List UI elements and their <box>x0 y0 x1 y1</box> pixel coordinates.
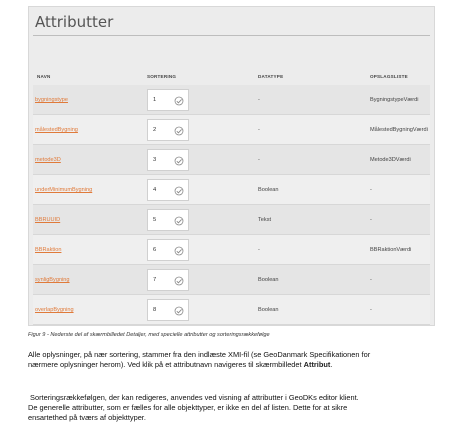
table-row <box>33 235 430 265</box>
sort-order-input[interactable] <box>147 209 189 231</box>
paragraph-sort-info <box>28 393 448 423</box>
table-row <box>33 205 430 235</box>
sort-order-value: 3 <box>153 157 157 163</box>
paragraph-text: nærmere oplysninger herom). Ved klik på et attributnavn navigeres til skærmbilledet <box>28 360 304 369</box>
attribute-name-link[interactable]: målestedBygning <box>35 127 78 133</box>
attribute-name-link[interactable]: BBRUUID <box>35 217 61 223</box>
lookup-value: - <box>370 277 372 283</box>
lookup-value: - <box>370 307 372 313</box>
paragraph-line: De generelle attributter, som er fælles for alle objekttyper, er ikke en del af listen. Dette for at sikre <box>28 403 348 412</box>
sort-order-input[interactable] <box>147 179 189 201</box>
sort-order-value: 6 <box>153 247 157 253</box>
datatype-value: Boolean <box>258 187 279 193</box>
title-divider <box>33 35 430 36</box>
attributes-panel <box>28 6 435 326</box>
sort-order-input[interactable] <box>147 239 189 261</box>
datatype-value: - <box>258 157 260 163</box>
check-circle-icon[interactable] <box>174 276 184 286</box>
paragraph-line: ensartethed på tværs af objekttyper. <box>28 413 146 422</box>
sort-order-input[interactable] <box>147 119 189 141</box>
attribute-name-link[interactable]: underMinimumBygning <box>35 187 93 193</box>
paragraph-source-info <box>28 350 448 370</box>
table-row <box>33 265 430 295</box>
sort-order-input[interactable] <box>147 149 189 171</box>
paragraph-line <box>28 360 448 370</box>
sort-order-value: 5 <box>153 217 157 223</box>
table-header <box>29 71 434 83</box>
table-row <box>33 295 430 325</box>
attribute-name-link[interactable]: BBRaktion <box>35 247 62 253</box>
datatype-value: - <box>258 97 260 103</box>
lookup-value: - <box>370 187 372 193</box>
attribute-name-link[interactable]: synligBygning <box>35 277 70 283</box>
table-row <box>33 85 430 115</box>
column-header-name: NAVN <box>37 74 51 79</box>
attribute-name-link[interactable]: overlapBygning <box>35 307 74 313</box>
lookup-value: BygningstypeVærdi <box>370 97 419 103</box>
lookup-value: Metode3DVærdi <box>370 157 411 163</box>
datatype-value: Boolean <box>258 307 279 313</box>
paragraph-line: Sorteringsrækkefølgen, der kan redigeres, anvendes ved visning af attributter i GeoDKs editor klient. <box>28 393 359 402</box>
attribute-name-link[interactable]: metode3D <box>35 157 61 163</box>
check-circle-icon[interactable] <box>174 126 184 136</box>
attribut-screen-name: Attribut <box>303 360 331 369</box>
sort-order-value: 8 <box>153 307 157 313</box>
column-header-lookup: OPSLAGSLISTE <box>370 74 408 79</box>
check-circle-icon[interactable] <box>174 96 184 106</box>
paragraph-text: . <box>330 360 333 369</box>
sort-order-input[interactable] <box>147 89 189 111</box>
sort-order-input[interactable] <box>147 269 189 291</box>
check-circle-icon[interactable] <box>174 216 184 226</box>
lookup-value: BBRaktionVærdi <box>370 247 412 253</box>
column-header-datatype: DATATYPE <box>258 74 284 79</box>
attribute-name-link[interactable]: bygningstype <box>35 97 68 103</box>
lookup-value: MålestedBygningVærdi <box>370 127 428 133</box>
sort-order-input[interactable] <box>147 299 189 321</box>
datatype-value: - <box>258 247 260 253</box>
sort-order-value: 7 <box>153 277 157 283</box>
datatype-value: Tekst <box>258 217 272 223</box>
check-circle-icon[interactable] <box>174 156 184 166</box>
datatype-value: Boolean <box>258 277 279 283</box>
check-circle-icon[interactable] <box>174 186 184 196</box>
lookup-value: - <box>370 217 372 223</box>
sort-order-value: 1 <box>153 97 157 103</box>
figure-caption: Figur 9 - Nederste del af skærmbilledet Detaljer, med specielle attributter og sorteringsrækkefølge <box>28 332 270 338</box>
table-row <box>33 115 430 145</box>
table-row <box>33 175 430 205</box>
sort-order-value: 2 <box>153 127 157 133</box>
paragraph-line: Alle oplysninger, på nær sortering, stammer fra den indlæste XMI-fil (se GeoDanmark Specifikationen for <box>28 350 371 359</box>
datatype-value: - <box>258 127 260 133</box>
check-circle-icon[interactable] <box>174 246 184 256</box>
column-header-sort: SORTERING <box>147 74 177 79</box>
panel-title: Attributter <box>35 13 114 31</box>
sort-order-value: 4 <box>153 187 157 193</box>
check-circle-icon[interactable] <box>174 306 184 316</box>
table-row <box>33 145 430 175</box>
